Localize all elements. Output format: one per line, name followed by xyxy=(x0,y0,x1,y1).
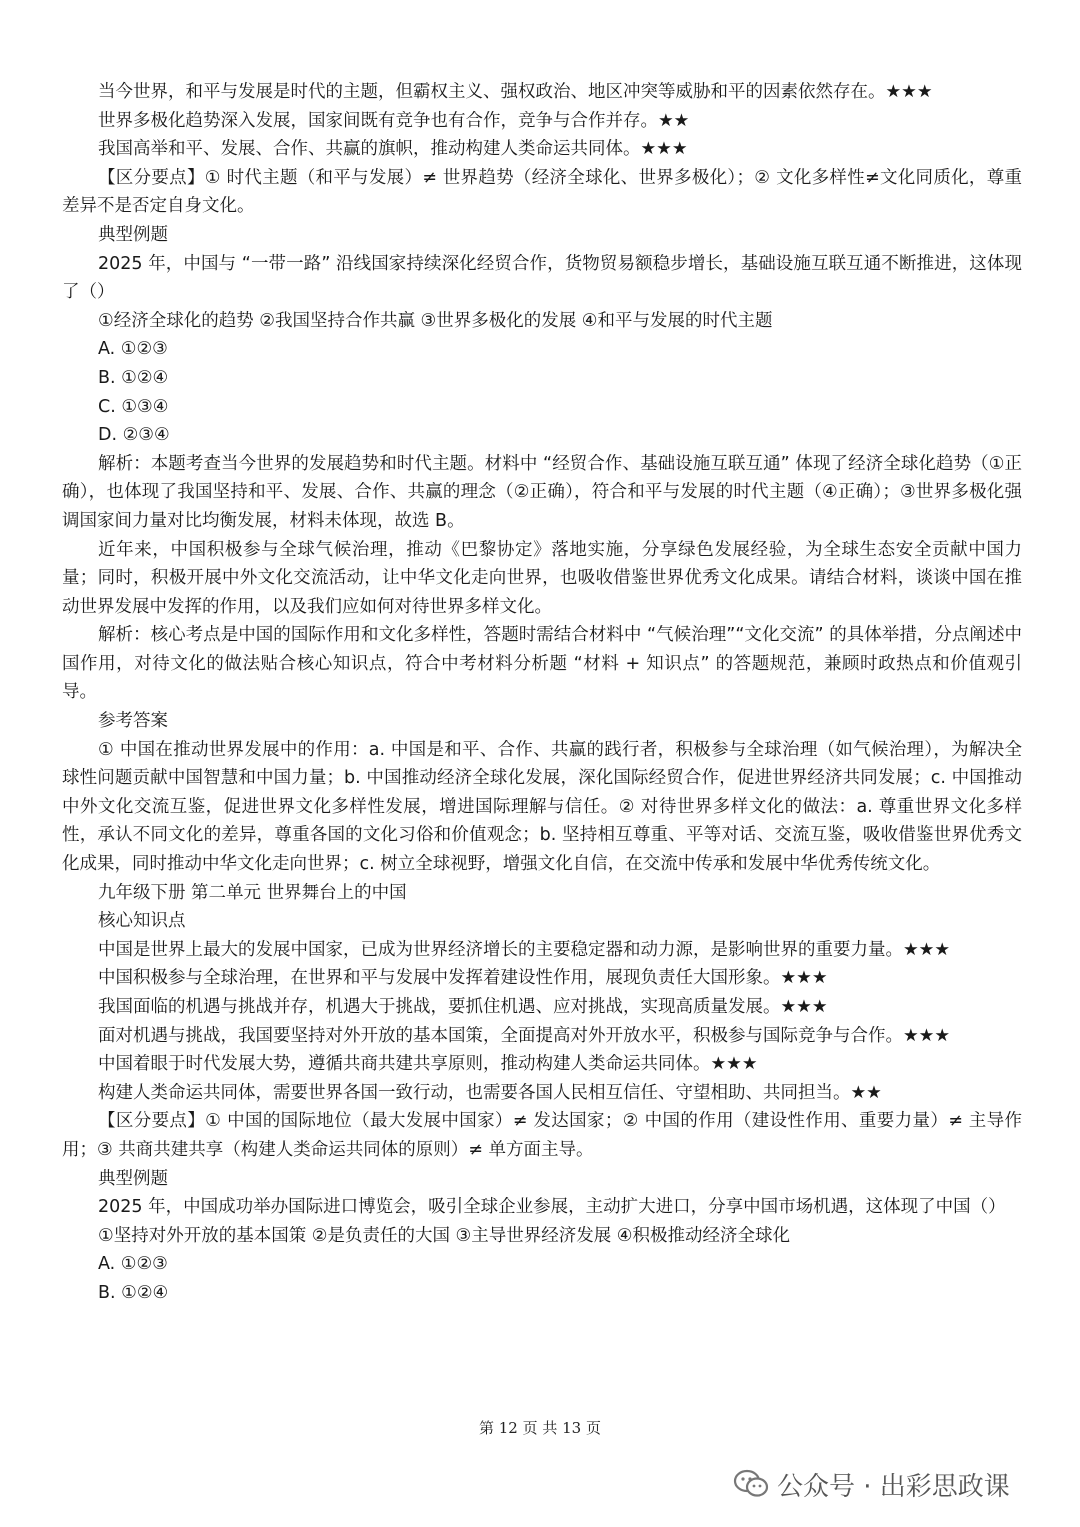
option-d: D. ②③④ xyxy=(98,425,170,446)
analysis: 解析：本题考查当今世界的发展趋势和时代主题。材料中 “经贸合作、基础设施互联互通” 体现了经济全球化趋势（①正确），也体现了我国坚持和平、发展、合作、共赢的理念（②正确），符合和平与发展的时代主题（④正确）；③世界多极化强调国家间力量对比均衡发展，材料未体现，故选 B。 xyxy=(62,453,1022,531)
paragraph: 当今世界，和平与发展是时代的主题，但霸权主义、强权政治、地区冲突等威胁和平的因素依然存在。★★★ xyxy=(98,82,933,102)
watermark-text: 公众号 · 出彩思政课 xyxy=(777,1471,1010,1502)
option-b: B. ①②④ xyxy=(98,1282,169,1303)
paragraph: 我国高举和平、发展、合作、共赢的旗帜，推动构建人类命运共同体。★★★ xyxy=(98,139,688,160)
paragraph: 中国着眼于时代发展大势，遵循共商共建共享原则，推动构建人类命运共同体。★★★ xyxy=(98,1054,758,1075)
distinction-note: 【区分要点】① 中国的国际地位（最大发展中国家）≠ 发达国家；② 中国的作用（建设性作用、重要力量）≠ 主导作用；③ 共商共建共享（构建人类命运共同体的原则）≠ 单方面主导。 xyxy=(62,1111,1022,1160)
distinction-note: 【区分要点】① 时代主题（和平与发展）≠ 世界趋势（经济全球化、世界多极化）；② 文化多样性≠文化同质化，尊重差异不是否定自身文化。 xyxy=(62,167,1022,217)
reference-answer: ① 中国在推动世界发展中的作用：a. 中国是和平、合作、共赢的践行者，积极参与全球治理（如气候治理），为解决全球性问题贡献中国智慧和中国力量；b. 中国推动经济全球化发展，深化国际经贸合作，促进世界经济共同发展；c. 中国推动中外文化交流互鉴，促进世界文化多样性发展，增进国际理解与信任。② 对待世界多样文化的做法：a. 尊重世界文化多样性，承认不同文化的差异，尊重各国的文化习俗和价值观念；b. 坚持相互尊重、平等对话、交流互鉴，吸收借鉴世界优秀文化成果，同时推动中华文化走向世界；c. 树立全球视野，增强文化自信，在交流中传承和发展中华优秀传统文化。 xyxy=(62,739,1022,875)
paragraph: 构建人类命运共同体，需要世界各国一致行动，也需要各国人民相互信任、守望相助、共同担当。★★ xyxy=(98,1082,882,1103)
paragraph: 面对机遇与挑战，我国要坚持对外开放的基本国策，全面提高对外开放水平，积极参与国际竞争与合作。★★★ xyxy=(98,1025,951,1046)
paragraph: 中国积极参与全球治理，在世界和平与发展中发挥着建设性作用，展现负责任大国形象。★★★ xyxy=(98,968,828,989)
wechat-icon xyxy=(733,1469,769,1499)
analysis: 解析：核心考点是中国的国际作用和文化多样性，答题时需结合材料中 “气候治理”“文化交流” 的具体举措，分点阐述中国作用，对待文化的做法贴合核心知识点，符合中考材料分析题 “材料 + 知识点” 的答题规范，兼顾时政热点和价值观引导。 xyxy=(62,625,1022,703)
section-heading: 参考答案 xyxy=(98,711,168,732)
paragraph: 我国面临的机遇与挑战并存，机遇大于挑战，要抓住机遇、应对挑战，实现高质量发展。★★★ xyxy=(98,997,828,1017)
option-b: B. ①②④ xyxy=(98,367,169,388)
option-c: C. ①③④ xyxy=(98,396,169,417)
document-body xyxy=(62,78,1022,1308)
question-stem: 2025 年，中国成功举办国际进口博览会，吸引全球企业参展，主动扩大进口，分享中国市场机遇，这体现了中国（） xyxy=(98,1197,1006,1218)
watermark xyxy=(733,1462,1010,1506)
question-items: ①坚持对外开放的基本国策 ②是负责任的大国 ③主导世界经济发展 ④积极推动经济全球化 xyxy=(98,1225,790,1246)
section-heading: 典型例题 xyxy=(98,224,168,245)
unit-title: 九年级下册 第二单元 世界舞台上的中国 xyxy=(98,882,407,903)
option-a: A. ①②③ xyxy=(98,1254,168,1275)
option-a: A. ①②③ xyxy=(98,339,168,360)
section-heading: 核心知识点 xyxy=(98,911,186,932)
question-stem: 2025 年，中国与 “一带一路” 沿线国家持续深化经贸合作，货物贸易额稳步增长，基础设施互联互通不断推进，这体现了（） xyxy=(62,253,1022,303)
material-question: 近年来，中国积极参与全球气候治理，推动《巴黎协定》落地实施，分享绿色发展经验，为全球生态安全贡献中国力量；同时，积极开展中外文化交流活动，让中华文化走向世界，也吸收借鉴世界优秀文化成果。请结合材料，谈谈中国在推动世界发展中发挥的作用，以及我们应如何对待世界多样文化。 xyxy=(62,539,1022,617)
page-footer: 第 12 页 共 13 页 xyxy=(478,1419,601,1437)
paragraph: 世界多极化趋势深入发展，国家间既有竞争也有合作，竞争与合作并存。★★ xyxy=(98,110,690,131)
paragraph: 中国是世界上最大的发展中国家，已成为世界经济增长的主要稳定器和动力源，是影响世界的重要力量。★★★ xyxy=(98,939,951,960)
section-heading: 典型例题 xyxy=(98,1168,168,1189)
question-items: ①经济全球化的趋势 ②我国坚持合作共赢 ③世界多极化的发展 ④和平与发展的时代主题 xyxy=(98,310,773,331)
